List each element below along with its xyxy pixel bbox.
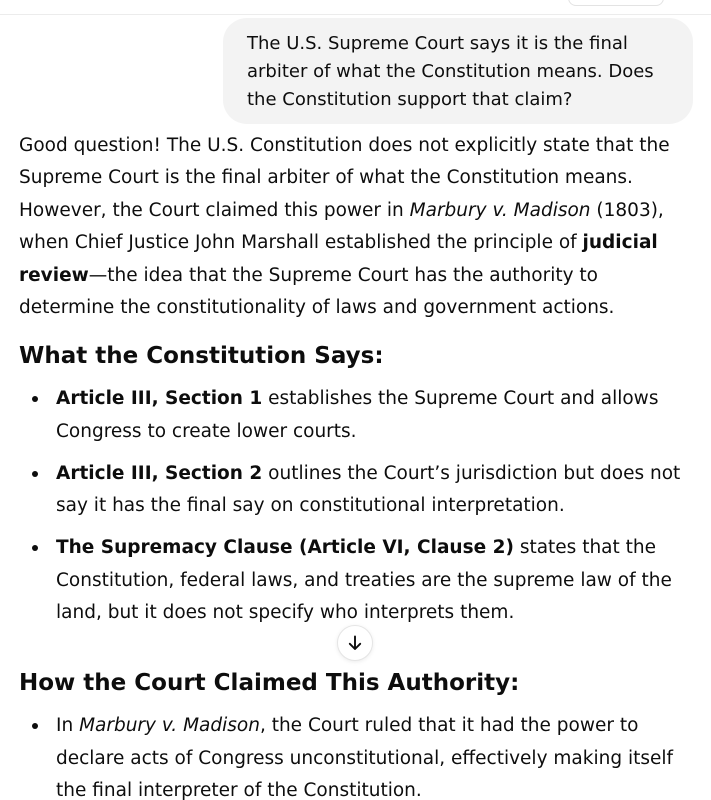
list-item: [19, 383, 699, 448]
section-heading-constitution: What the Constitution Says:: [19, 343, 384, 370]
arrow-down-icon: [346, 634, 364, 652]
list-item-bold: The Supremacy Clause (Article VI, Clause 2): [56, 537, 514, 559]
constitution-list: [19, 383, 699, 629]
intro-bold-term: judicial review: [19, 232, 658, 286]
list-item-text: establishes the Supreme Court and allows Congress to create lower courts.: [56, 388, 659, 442]
user-message-text: The U.S. Supreme Court says it is the final arbiter of what the Constitution means. Does the Constitution support that claim?: [247, 33, 654, 110]
assistant-response: [19, 130, 699, 800]
court-authority-list: [19, 710, 699, 800]
list-item: [19, 532, 699, 629]
user-message-bubble: [223, 18, 693, 124]
intro-text-1: Good question! The U.S. Constitution does not explicitly state that the Supreme Court is the final arbiter of what the Constitution means. However, the Court claimed this power in: [19, 135, 670, 221]
list-item-text: outlines the Court’s jurisdiction but does not say it has the final say on constitutional interpretation.: [56, 462, 681, 517]
section-heading-court-authority: How the Court Claimed This Authority:: [19, 670, 520, 697]
list-item-text: , the Court ruled that it had the power to declare acts of Congress unconstitutional, effectively making itself the final interpreter of the Constitution.: [56, 715, 674, 800]
intro-case-name: Marbury v. Madison: [409, 199, 591, 221]
list-item-bold: Article III, Section 2: [56, 462, 263, 484]
list-item-bold: Article III, Section 1: [56, 388, 263, 410]
list-item-prefix: In: [56, 715, 80, 737]
list-item-case-name: Marbury v. Madison: [79, 715, 260, 737]
intro-text-3: —the idea that the Supreme Court has the authority to determine the constitutionality of laws and government actions.: [19, 264, 615, 319]
header-pill-button[interactable]: [568, 0, 664, 6]
list-item-text: states that the Constitution, federal laws, and treaties are the supreme law of the land, but it does not specify who interprets them.: [56, 537, 672, 624]
intro-paragraph: [19, 130, 699, 324]
list-item: [19, 710, 699, 800]
intro-text-2: (1803), when Chief Justice John Marshall established the principle of: [19, 199, 664, 254]
list-item: [19, 458, 699, 523]
scroll-to-bottom-button[interactable]: [337, 625, 373, 661]
